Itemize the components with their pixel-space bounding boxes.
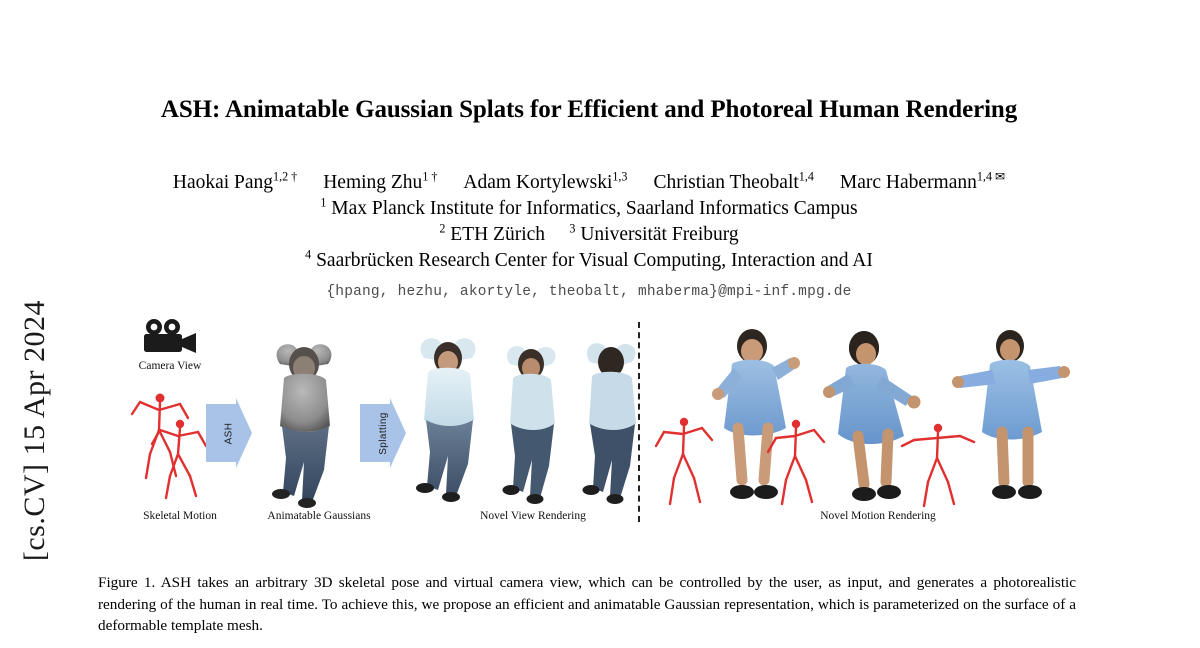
label-novel-view-rendering: Novel View Rendering xyxy=(480,510,586,523)
novel-view-render-back xyxy=(564,332,658,507)
affiliation-line xyxy=(98,222,1080,248)
affiliation-line xyxy=(98,248,1080,274)
arrow-ash-label: ASH xyxy=(223,422,235,444)
contact-email xyxy=(98,282,1080,300)
author-name: Haokai Pang xyxy=(172,172,274,193)
affiliation-marker: 4 xyxy=(305,247,312,262)
affiliation-text: Universität Freiburg xyxy=(580,223,739,245)
paper-page xyxy=(98,0,1080,648)
animatable-gaussians-render xyxy=(250,330,360,510)
author xyxy=(653,170,813,196)
label-novel-motion-rendering: Novel Motion Rendering xyxy=(820,510,936,523)
novel-motion-render-3 xyxy=(952,322,1072,512)
author-affiliation-marker: 1,2 † xyxy=(273,169,298,184)
arrow-splatting-label: Splatting xyxy=(377,411,389,455)
email-handles: {hpang, hezhu, akortyle, theobalt, mhaberma} xyxy=(326,284,719,301)
affiliation-marker: 2 xyxy=(439,221,446,236)
author-affiliation-marker: 1,4 xyxy=(798,169,814,184)
figure-caption: Figure 1. ASH takes an arbitrary 3D skeletal pose and virtual camera view, which can be controlled by the user, as input, and generates a photorealistic rendering of the human in real time. To achieve this, we propose an efficient and animatable Gaussian representation, which is parameterized on the surface of a deformable template mesh. xyxy=(98,574,1076,635)
figure-divider xyxy=(638,322,640,522)
label-animatable-gaussians: Animatable Gaussians xyxy=(267,510,371,523)
author xyxy=(463,170,627,196)
label-skeletal-motion: Skeletal Motion xyxy=(143,510,217,523)
figure-1 xyxy=(98,314,1080,549)
page-title: ASH: Animatable Gaussian Splats for Efficient and Photoreal Human Rendering xyxy=(160,96,1018,123)
author-name: Marc Habermann xyxy=(839,172,977,193)
affiliation-text: Max Planck Institute for Informatics, Saarland Informatics Campus xyxy=(331,197,858,219)
label-camera-view: Camera View xyxy=(138,360,202,373)
arrow-ash xyxy=(206,398,252,468)
author-affiliation-marker: 1,3 xyxy=(612,169,628,184)
author-affiliation-marker: 1,4 ✉ xyxy=(976,169,1006,184)
author-affiliation-marker: 1 † xyxy=(422,169,438,184)
email-domain: @mpi-inf.mpg.de xyxy=(718,284,852,301)
affiliation-text: ETH Zürich xyxy=(450,223,546,245)
author-name: Adam Kortylewski xyxy=(463,172,613,193)
author-list xyxy=(98,170,1080,196)
affiliation-marker: 1 xyxy=(320,195,327,210)
affiliation-text: Saarbrücken Research Center for Visual Computing, Interaction and AI xyxy=(316,249,873,271)
affiliation-line xyxy=(98,196,1080,222)
affiliation-marker: 3 xyxy=(569,221,576,236)
camera-icon xyxy=(140,318,200,358)
author xyxy=(173,170,297,196)
author xyxy=(323,170,437,196)
author-name: Heming Zhu xyxy=(323,172,423,193)
author xyxy=(840,170,1005,196)
arxiv-stamp: [cs.CV] 15 Apr 2024 xyxy=(18,300,51,562)
author-name: Christian Theobalt xyxy=(653,172,799,193)
